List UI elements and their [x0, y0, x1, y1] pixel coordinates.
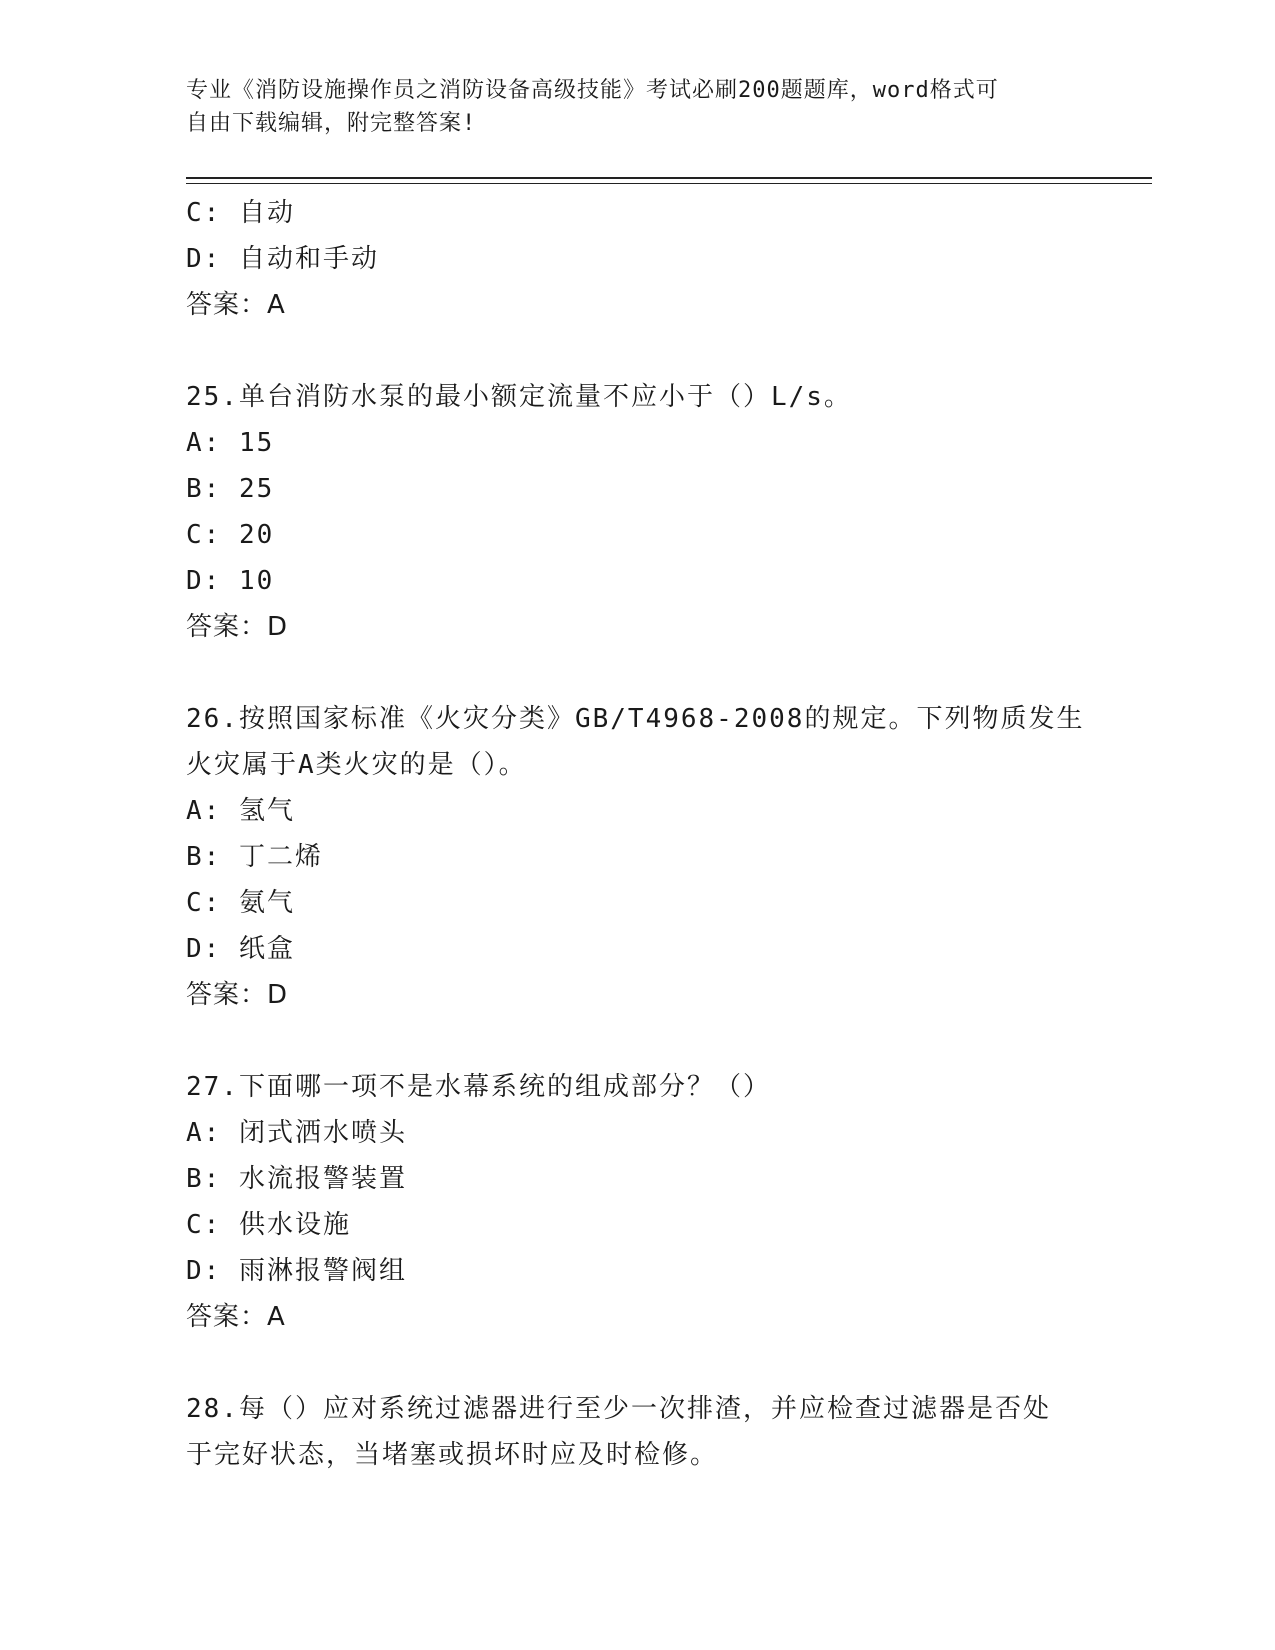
answer-line: 答案：D — [186, 612, 289, 642]
spacer — [186, 1018, 1086, 1064]
question-list — [186, 190, 1086, 1478]
option-d: D: 10 — [186, 566, 275, 596]
option-d: D: 自动和手动 — [186, 244, 379, 274]
question-26 — [186, 696, 1086, 1018]
answer-line: 答案：D — [186, 980, 289, 1010]
spacer — [186, 650, 1086, 696]
option-d: D: 纸盒 — [186, 934, 295, 964]
option-a: A: 氢气 — [186, 796, 295, 826]
answer-line: 答案：A — [186, 1302, 286, 1332]
header-divider-thick — [186, 177, 1152, 179]
option-c: C: 供水设施 — [186, 1210, 351, 1240]
header-line-2: 自由下载编辑，附完整答案! — [186, 111, 477, 136]
header-line-1: 专业《消防设施操作员之消防设备高级技能》考试必刷200题题库，word格式可 — [186, 78, 999, 103]
option-b: B: 25 — [186, 474, 275, 504]
option-c: C: 氨气 — [186, 888, 295, 918]
question-25 — [186, 374, 1086, 650]
question-text-line-1: 28.每（）应对系统过滤器进行至少一次排渣，并应检查过滤器是否处 — [186, 1394, 1051, 1424]
spacer — [186, 1340, 1086, 1386]
question-text-line-1: 26.按照国家标准《火灾分类》GB/T4968-2008的规定。下列物质发生 — [186, 704, 1085, 734]
option-b: B: 水流报警装置 — [186, 1164, 407, 1194]
previous-question-tail — [186, 190, 1086, 328]
document-header — [186, 74, 1086, 140]
option-c: C: 自动 — [186, 198, 295, 228]
header-divider-thin — [186, 183, 1152, 184]
spacer — [186, 328, 1086, 374]
question-28 — [186, 1386, 1086, 1478]
answer-line: 答案：A — [186, 290, 286, 320]
question-text: 27.下面哪一项不是水幕系统的组成部分？（） — [186, 1072, 771, 1102]
question-27 — [186, 1064, 1086, 1340]
question-text: 25.单台消防水泵的最小额定流量不应小于（）L/s。 — [186, 382, 852, 412]
option-b: B: 丁二烯 — [186, 842, 323, 872]
option-a: A: 15 — [186, 428, 275, 458]
question-text-line-2: 于完好状态，当堵塞或损坏时应及时检修。 — [186, 1440, 719, 1470]
option-c: C: 20 — [186, 520, 275, 550]
option-a: A: 闭式洒水喷头 — [186, 1118, 407, 1148]
question-text-line-2: 火灾属于A类火灾的是（）。 — [186, 750, 527, 780]
option-d: D: 雨淋报警阀组 — [186, 1256, 407, 1286]
